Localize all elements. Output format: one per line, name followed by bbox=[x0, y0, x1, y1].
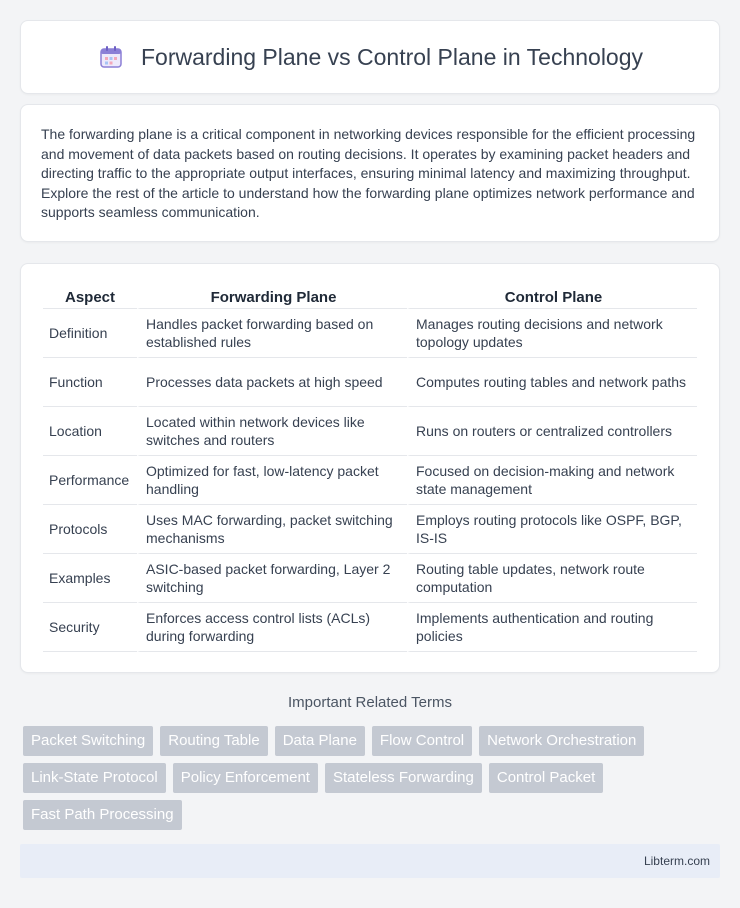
control-cell: Manages routing decisions and network topology updates bbox=[407, 309, 697, 358]
tag-packet-switching[interactable]: Packet Switching bbox=[23, 726, 153, 756]
aspect-cell: Function bbox=[43, 358, 137, 407]
forwarding-cell: Enforces access control lists (ACLs) during forwarding bbox=[137, 603, 407, 652]
control-cell: Runs on routers or centralized controllers bbox=[407, 407, 697, 456]
forwarding-cell: Handles packet forwarding based on established rules bbox=[137, 309, 407, 358]
forwarding-cell: Located within network devices like switches and routers bbox=[137, 407, 407, 456]
tag-policy-enforcement[interactable]: Policy Enforcement bbox=[173, 763, 318, 793]
related-terms-list bbox=[23, 726, 723, 830]
table-row bbox=[43, 505, 697, 554]
control-cell: Implements authentication and routing policies bbox=[407, 603, 697, 652]
footer-site-link[interactable]: Libterm.com bbox=[643, 854, 710, 868]
aspect-cell: Location bbox=[43, 407, 137, 456]
forwarding-cell: ASIC-based packet forwarding, Layer 2 switching bbox=[137, 554, 407, 603]
tag-control-packet[interactable]: Control Packet bbox=[489, 763, 603, 793]
aspect-cell: Performance bbox=[43, 456, 137, 505]
tag-stateless-forwarding[interactable]: Stateless Forwarding bbox=[325, 763, 482, 793]
intro-card bbox=[20, 104, 720, 242]
aspect-cell: Security bbox=[43, 603, 137, 652]
tag-link-state-protocol[interactable]: Link-State Protocol bbox=[23, 763, 166, 793]
control-cell: Focused on decision-making and network state management bbox=[407, 456, 697, 505]
calendar-icon bbox=[97, 43, 125, 71]
comparison-table bbox=[43, 284, 697, 652]
control-cell: Employs routing protocols like OSPF, BGP, IS-IS bbox=[407, 505, 697, 554]
related-terms-title: Important Related Terms bbox=[288, 694, 452, 711]
aspect-cell: Protocols bbox=[43, 505, 137, 554]
header-control-plane: Control Plane bbox=[407, 284, 697, 309]
control-cell: Routing table updates, network route computation bbox=[407, 554, 697, 603]
footer bbox=[20, 844, 720, 878]
intro-paragraph: The forwarding plane is a critical component in networking devices responsible for the efficient processing and movement of data packets based on routing decisions. It operates by examining packet headers and directing traffic to the appropriate output interfaces, ensuring minimal latency and maximizing throughput. Explore the rest of the article to understand how the forwarding plane optimizes network performance and supports seamless communication. bbox=[41, 126, 696, 220]
table-row bbox=[43, 309, 697, 358]
page-title: Forwarding Plane vs Control Plane in Technology bbox=[140, 43, 644, 70]
title-card bbox=[20, 20, 720, 94]
aspect-cell: Examples bbox=[43, 554, 137, 603]
header-aspect: Aspect bbox=[43, 284, 137, 309]
tag-fast-path-processing[interactable]: Fast Path Processing bbox=[23, 800, 182, 830]
tag-flow-control[interactable]: Flow Control bbox=[372, 726, 472, 756]
table-row bbox=[43, 554, 697, 603]
forwarding-cell: Uses MAC forwarding, packet switching mechanisms bbox=[137, 505, 407, 554]
aspect-cell: Definition bbox=[43, 309, 137, 358]
forwarding-cell: Optimized for fast, low-latency packet handling bbox=[137, 456, 407, 505]
table-row bbox=[43, 603, 697, 652]
table-row bbox=[43, 358, 697, 407]
tag-network-orchestration[interactable]: Network Orchestration bbox=[479, 726, 644, 756]
tag-routing-table[interactable]: Routing Table bbox=[160, 726, 267, 756]
comparison-card bbox=[20, 263, 720, 673]
control-cell: Computes routing tables and network paths bbox=[407, 358, 697, 407]
table-row bbox=[43, 407, 697, 456]
header-forwarding-plane: Forwarding Plane bbox=[137, 284, 407, 309]
tag-data-plane[interactable]: Data Plane bbox=[275, 726, 365, 756]
table-row bbox=[43, 456, 697, 505]
forwarding-cell: Processes data packets at high speed bbox=[137, 358, 407, 407]
table-header-row bbox=[43, 284, 697, 309]
